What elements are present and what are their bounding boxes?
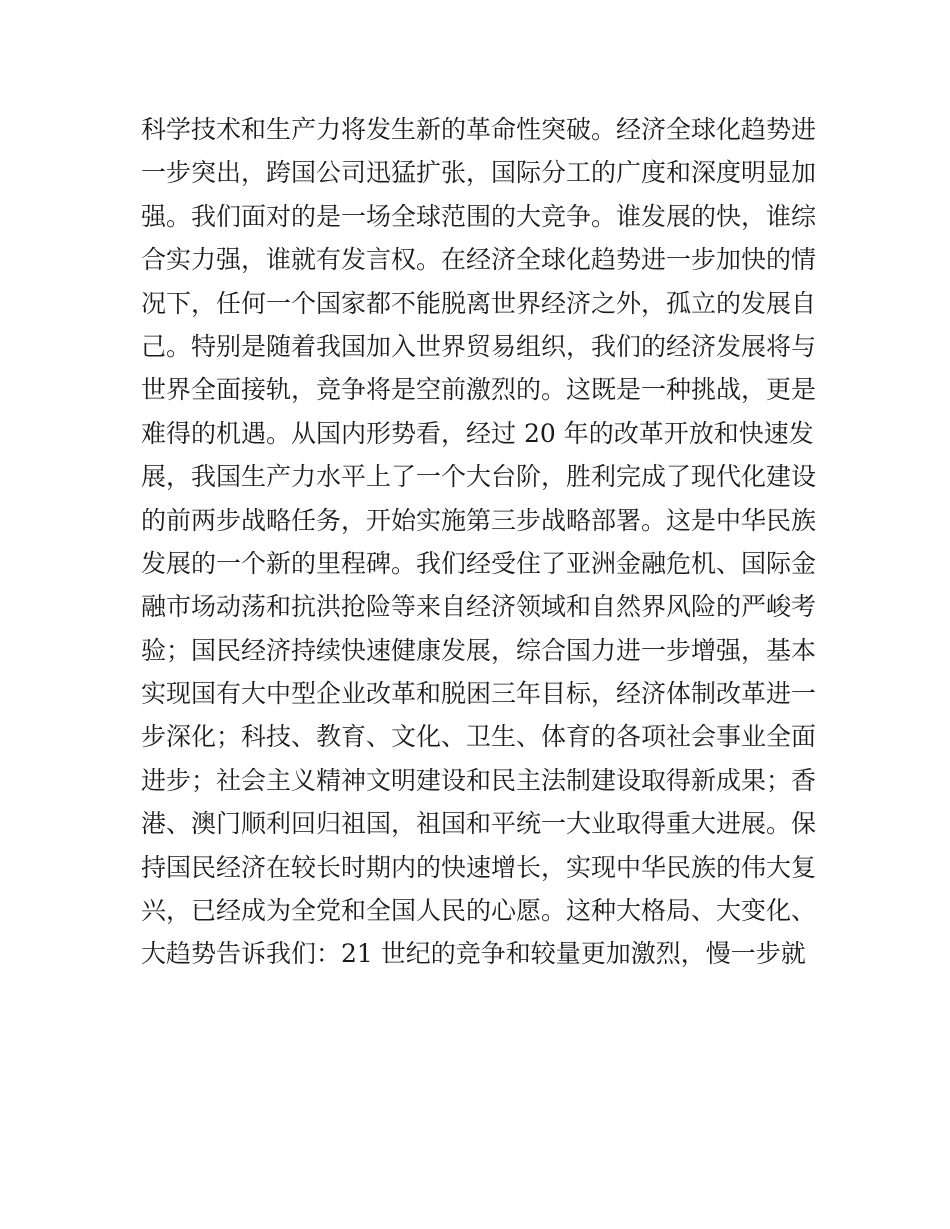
text-line: 合实力强，谁就有发言权。在经济全球化趋势进一步加快的情 (141, 245, 817, 275)
text-line: 实现国有大中型企业改革和脱困三年目标，经济体制改革进一 (141, 679, 817, 709)
text-line: 展，我国生产力水平上了一个大台阶，胜利完成了现代化建设 (141, 462, 817, 492)
text-line: 的前两步战略任务，开始实施第三步战略部署。这是中华民族 (141, 505, 817, 535)
text-line: 进步；社会主义精神文明建设和民主法制建设取得新成果；香 (141, 765, 817, 795)
text-line: 发展的一个新的里程碑。我们经受住了亚洲金融危机、国际金 (141, 548, 817, 578)
text-line: 港、澳门顺利回归祖国，祖国和平统一大业取得重大进展。保 (141, 809, 817, 839)
body-text (141, 108, 821, 976)
text-line: 步深化；科技、教育、文化、卫生、体育的各项社会事业全面 (141, 722, 817, 752)
text-line: 大趋势告诉我们：21 世纪的竞争和较量更加激烈，慢一步就 (141, 939, 806, 969)
text-line: 验；国民经济持续快速健康发展，综合国力进一步增强，基本 (141, 635, 817, 665)
text-line: 持国民经济在较长时期内的快速增长，实现中华民族的伟大复 (141, 852, 817, 882)
text-line: 己。特别是随着我国加入世界贸易组织，我们的经济发展将与 (141, 331, 817, 361)
text-line: 科学技术和生产力将发生新的革命性突破。经济全球化趋势进 (141, 115, 817, 144)
text-line: 世界全面接轨，竞争将是空前激烈的。这既是一种挑战，更是 (141, 375, 817, 405)
text-line: 强。我们面对的是一场全球范围的大竞争。谁发展的快，谁综 (141, 201, 817, 231)
text-line: 难得的机遇。从国内形势看，经过 20 年的改革开放和快速发 (141, 418, 814, 448)
text-line: 兴，已经成为全党和全国人民的心愿。这种大格局、大变化、 (141, 896, 817, 926)
text-line: 融市场动荡和抗洪抢险等来自经济领域和自然界风险的严峻考 (141, 592, 817, 622)
text-line: 一步突出，跨国公司迅猛扩张，国际分工的广度和深度明显加 (141, 158, 817, 188)
text-line: 况下，任何一个国家都不能脱离世界经济之外，孤立的发展自 (141, 288, 817, 318)
